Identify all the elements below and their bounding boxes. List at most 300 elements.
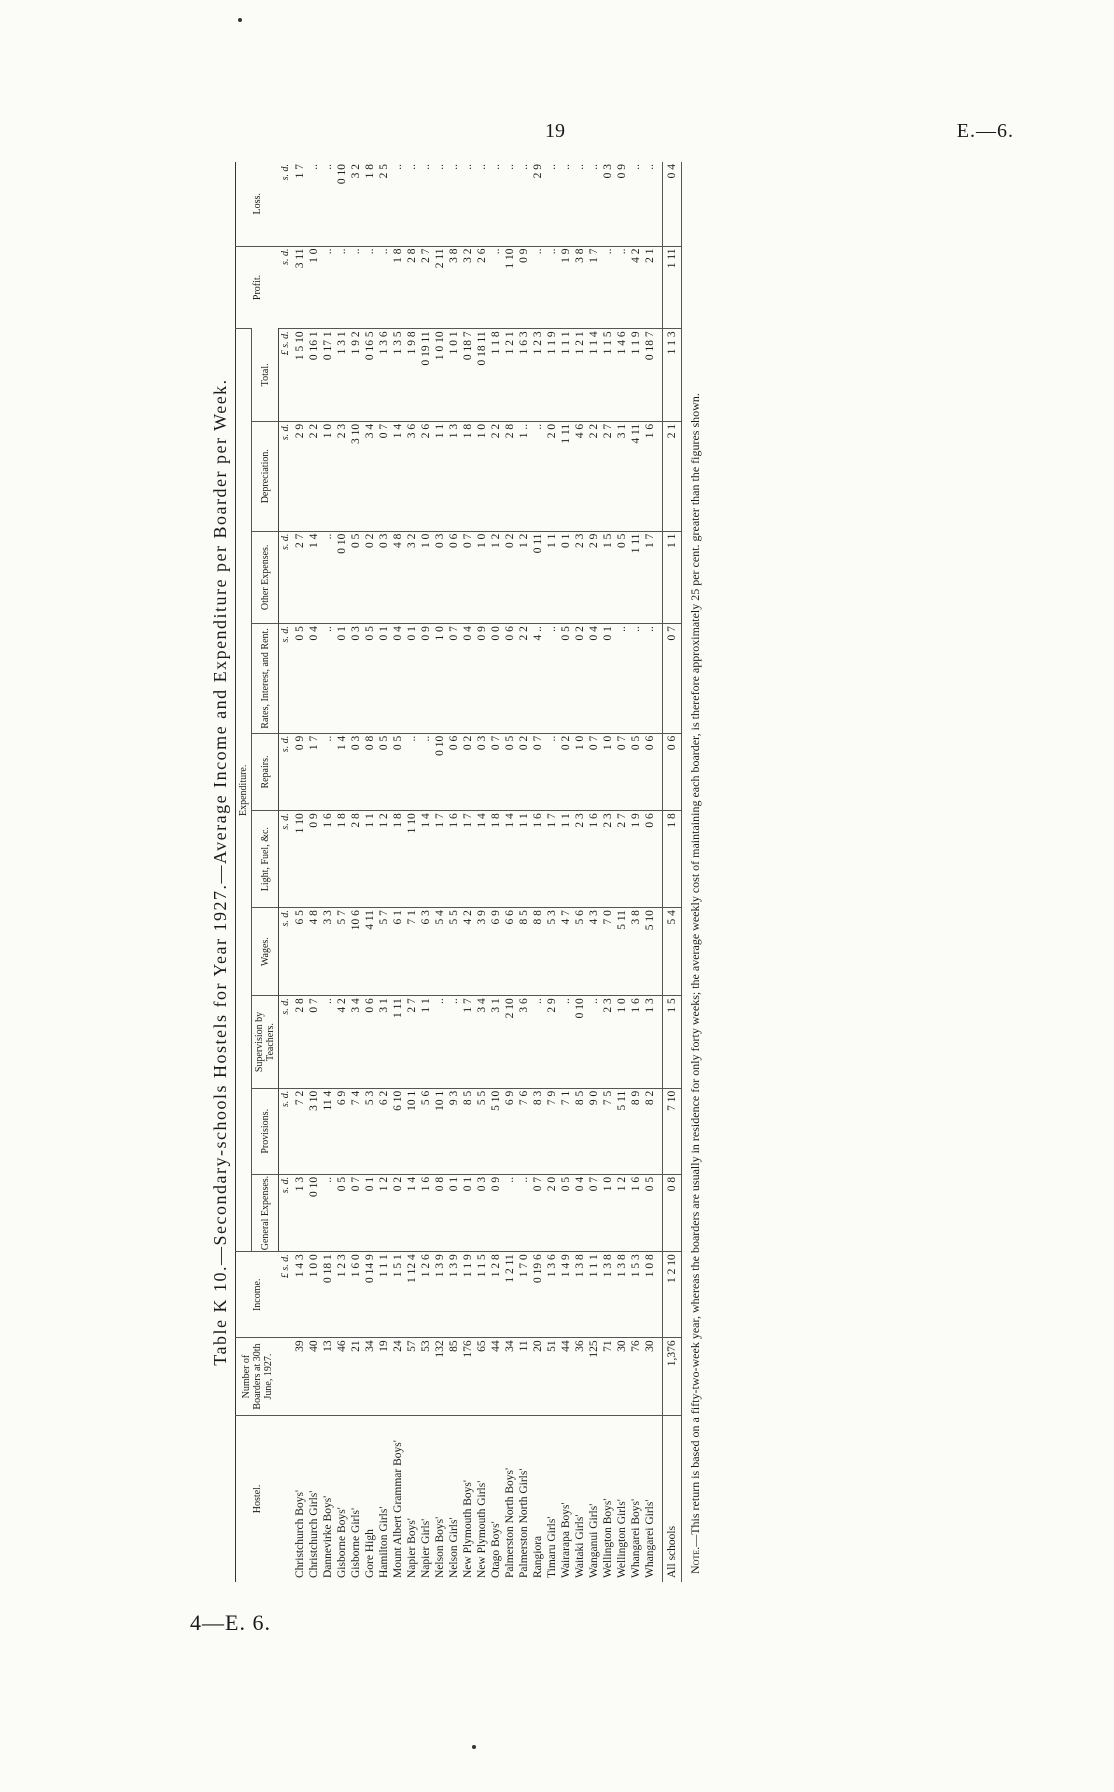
value-cell: 0 5 xyxy=(615,531,629,624)
value-cell: 0 1 xyxy=(447,1174,461,1251)
value-cell: 4 8 xyxy=(307,908,321,996)
value-cell: 1 6 xyxy=(629,996,643,1089)
value-cell: 0 7 xyxy=(307,996,321,1089)
table-row xyxy=(643,162,657,1582)
value-cell: 2 7 xyxy=(615,811,629,908)
value-cell: 1 3 9 xyxy=(433,1252,447,1338)
hostel-name-cell: Wellington Girls' xyxy=(615,1415,629,1582)
value-cell: 1 5 xyxy=(663,996,682,1089)
hostel-name-cell: Timaru Girls' xyxy=(545,1415,559,1582)
value-cell: 3 1 xyxy=(615,421,629,531)
value-cell: 57 xyxy=(405,1338,419,1415)
table-row xyxy=(517,162,531,1582)
value-cell: 0 18 11 xyxy=(475,329,489,422)
value-cell: 0 2 xyxy=(573,624,587,734)
value-cell: 1 8 xyxy=(663,811,682,908)
value-cell: 6 3 xyxy=(419,908,433,996)
value-cell: 0 7 xyxy=(587,1174,601,1251)
value-cell: 0 3 xyxy=(377,531,391,624)
value-cell: 1 7 xyxy=(307,733,321,810)
value-cell: .. xyxy=(321,996,335,1089)
value-cell: 2 5 xyxy=(378,164,390,179)
value-cell: 0 7 xyxy=(461,531,475,624)
value-cell: .. xyxy=(434,164,446,170)
value-cell: .. xyxy=(644,164,656,170)
value-cell: 1 0 xyxy=(615,996,629,1089)
value-cell: .. xyxy=(531,996,545,1089)
value-cell: .. xyxy=(587,996,601,1089)
value-cell: 9 3 xyxy=(447,1088,461,1174)
value-cell: 125 xyxy=(587,1338,601,1415)
value-cell: 1 2 3 xyxy=(531,329,545,422)
value-cell: .. xyxy=(531,246,545,329)
hostel-name-cell: Mount Albert Grammar Boys' xyxy=(391,1415,405,1582)
value-cell: .. xyxy=(546,164,558,170)
value-cell: 2 1 xyxy=(643,246,657,329)
value-cell: .. xyxy=(559,996,573,1089)
value-cell: 0 6 xyxy=(503,624,517,734)
value-cell: 1 3 9 xyxy=(447,1252,461,1338)
value-cell: 5 4 xyxy=(663,908,682,996)
value-cell: 3 2 xyxy=(461,246,475,329)
table-row xyxy=(559,162,573,1582)
value-cell: 2 8 xyxy=(503,421,517,531)
value-cell: 5 11 xyxy=(615,908,629,996)
value-cell: 1 2 xyxy=(615,1174,629,1251)
header-repairs: Repairs. xyxy=(252,733,279,810)
value-cell: 3 10 xyxy=(349,421,363,531)
value-cell: 4 11 xyxy=(629,421,643,531)
value-cell: 2 9 xyxy=(587,531,601,624)
value-cell: 0 5 xyxy=(503,733,517,810)
value-cell: 4 2 xyxy=(629,246,643,329)
value-cell: 2 9 xyxy=(293,421,307,531)
value-cell: 3 6 xyxy=(517,996,531,1089)
value-cell: 1 11 xyxy=(391,996,405,1089)
value-cell: .. xyxy=(629,624,643,734)
value-cell: 0 9 xyxy=(489,1174,503,1251)
value-cell: 0 7 xyxy=(531,1174,545,1251)
value-cell: .. xyxy=(545,624,559,734)
value-cell: 1 1 xyxy=(419,996,433,1089)
value-cell: 0 1 xyxy=(461,1174,475,1251)
header-boarders: Number of Boarders at 30th June, 1927. xyxy=(236,1338,279,1415)
value-cell: s. d. xyxy=(279,421,294,531)
value-cell: 0 5 xyxy=(391,733,405,810)
value-cell: 0 8 xyxy=(663,1174,682,1251)
hostel-name-cell: Palmerston North Girls' xyxy=(517,1415,531,1582)
value-cell: 0 1 xyxy=(335,624,349,734)
value-cell: 1 0 xyxy=(433,624,447,734)
value-cell: 71 xyxy=(601,1338,615,1415)
value-cell: 8 8 xyxy=(531,908,545,996)
value-cell: 7 5 xyxy=(601,1088,615,1174)
value-cell: 6 9 xyxy=(503,1088,517,1174)
value-cell: s. d. xyxy=(279,733,294,810)
hostel-name-cell: Whangarei Girls' xyxy=(643,1415,657,1582)
value-cell: 2 7 xyxy=(419,246,433,329)
value-cell: 0 8 xyxy=(433,1174,447,1251)
note-lead: Note. xyxy=(688,1546,702,1574)
value-cell: 20 xyxy=(531,1338,545,1415)
value-cell: 8 5 xyxy=(461,1088,475,1174)
value-cell: 2 0 xyxy=(545,1174,559,1251)
value-cell: 5 10 xyxy=(643,908,657,996)
value-cell: 65 xyxy=(475,1338,489,1415)
value-cell: 2 2 xyxy=(517,624,531,734)
value-cell: 1 0 0 xyxy=(307,1252,321,1338)
value-cell: .. xyxy=(308,164,320,170)
value-cell: 2 10 xyxy=(503,996,517,1089)
header-loss: Loss. xyxy=(236,162,279,246)
value-cell: 1 7 xyxy=(461,811,475,908)
value-cell: 1 1 9 xyxy=(629,329,643,422)
value-cell: 4 8 xyxy=(391,531,405,624)
value-cell: .. xyxy=(420,164,432,170)
table-row xyxy=(587,162,601,1582)
value-cell: 0 17 1 xyxy=(321,329,335,422)
value-cell: 30 xyxy=(643,1338,657,1415)
value-cell: .. xyxy=(405,733,419,810)
table-row xyxy=(503,162,517,1582)
value-cell: 3 9 xyxy=(475,908,489,996)
value-cell: 1 1 5 xyxy=(601,329,615,422)
value-cell: 0 6 xyxy=(643,733,657,810)
value-cell: 4 2 xyxy=(461,908,475,996)
value-cell: 2 11 xyxy=(433,246,447,329)
value-cell: 0 10 xyxy=(335,531,349,624)
value-cell: 53 xyxy=(419,1338,433,1415)
value-cell: 0 5 xyxy=(559,624,573,734)
value-cell: 8 2 xyxy=(643,1088,657,1174)
value-cell: 3 4 xyxy=(475,996,489,1089)
value-cell: 0 0 xyxy=(489,624,503,734)
value-cell: 1 3 6 xyxy=(545,1252,559,1338)
value-cell: 0 1 xyxy=(363,1174,377,1251)
value-cell: 0 10 xyxy=(573,996,587,1089)
value-cell: 1 2 3 xyxy=(335,1252,349,1338)
value-cell: 44 xyxy=(489,1338,503,1415)
page-number: 19 xyxy=(545,120,565,142)
value-cell: .. xyxy=(560,164,572,170)
value-cell: £ s. d. xyxy=(279,1252,294,1338)
header-supervision: Supervision by Teachers. xyxy=(252,996,279,1089)
value-cell: 1 1 4 xyxy=(587,329,601,422)
value-cell: 0 1 xyxy=(559,531,573,624)
value-cell: 5 4 xyxy=(433,908,447,996)
value-cell: .. xyxy=(531,421,545,531)
value-cell: 1 1 xyxy=(545,531,559,624)
value-cell: 1 2 6 xyxy=(419,1252,433,1338)
value-cell: 0 5 xyxy=(629,733,643,810)
value-cell: .. xyxy=(433,996,447,1089)
value-cell: 1 2 xyxy=(517,531,531,624)
value-cell: s. d. xyxy=(279,996,294,1089)
value-cell: 6 9 xyxy=(335,1088,349,1174)
value-cell: .. xyxy=(419,733,433,810)
stray-mark xyxy=(238,18,242,22)
hostel-name-cell: Christchurch Girls' xyxy=(307,1415,321,1582)
value-cell: 1 6 xyxy=(447,811,461,908)
value-cell: 46 xyxy=(335,1338,349,1415)
table-row xyxy=(405,162,419,1582)
hostel-name-cell: Rangiora xyxy=(531,1415,545,1582)
table-body xyxy=(279,162,682,1582)
value-cell: 1 6 xyxy=(643,421,657,531)
value-cell: 1 6 3 xyxy=(517,329,531,422)
header-expenditure: Expenditure. xyxy=(236,329,252,1252)
value-cell: 1 1 5 xyxy=(475,1252,489,1338)
value-cell: 7 4 xyxy=(349,1088,363,1174)
value-cell: 1 3 8 xyxy=(573,1252,587,1338)
value-cell: 4 7 xyxy=(559,908,573,996)
value-cell: .. xyxy=(545,246,559,329)
value-cell: 1 0 xyxy=(321,421,335,531)
value-cell: s. d. xyxy=(279,1088,294,1174)
value-cell: 1 4 6 xyxy=(615,329,629,422)
value-cell: 0 14 9 xyxy=(363,1252,377,1338)
value-cell: 1 1 9 xyxy=(545,329,559,422)
units-row xyxy=(279,162,294,1582)
hostel-name-cell: Wairarapa Boys' xyxy=(559,1415,573,1582)
value-cell: 1 4 xyxy=(335,733,349,810)
value-cell: 0 5 xyxy=(559,1174,573,1251)
value-cell: 44 xyxy=(559,1338,573,1415)
value-cell: 176 xyxy=(461,1338,475,1415)
value-cell: 1 .. xyxy=(517,421,531,531)
table-row xyxy=(349,162,363,1582)
value-cell: 0 4 xyxy=(587,624,601,734)
header-total: Total. xyxy=(252,329,279,422)
value-cell: 1 6 0 xyxy=(349,1252,363,1338)
value-cell: 1 4 xyxy=(419,811,433,908)
value-cell: 2 7 xyxy=(293,531,307,624)
hostel-name-cell: Wellington Boys' xyxy=(601,1415,615,1582)
header-light: Light, Fuel, &c. xyxy=(252,811,279,908)
value-cell: 0 6 xyxy=(447,733,461,810)
value-cell: 1 10 xyxy=(293,811,307,908)
value-cell: 11 xyxy=(517,1338,531,1415)
header-profit: Profit. xyxy=(236,246,279,329)
value-cell: 0 4 xyxy=(663,162,682,246)
value-cell: 8 5 xyxy=(517,908,531,996)
table-row xyxy=(307,162,321,1582)
value-cell: 0 3 xyxy=(349,733,363,810)
value-cell: 0 1 xyxy=(405,624,419,734)
value-cell: 1 8 xyxy=(391,246,405,329)
value-cell: 0 7 xyxy=(663,624,682,734)
header-rates: Rates, Interest, and Rent. xyxy=(252,624,279,734)
table-row xyxy=(447,162,461,1582)
value-cell: 6 6 xyxy=(503,908,517,996)
hostel-name-cell: Otago Boys' xyxy=(489,1415,503,1582)
value-cell: 2 3 xyxy=(601,811,615,908)
value-cell: 1 4 xyxy=(405,1174,419,1251)
value-cell: 6 10 xyxy=(391,1088,405,1174)
value-cell: 1 2 1 xyxy=(573,329,587,422)
value-cell: 2 9 xyxy=(532,164,544,179)
value-cell: .. xyxy=(643,624,657,734)
value-cell: 0 10 xyxy=(307,1174,321,1251)
value-cell: .. xyxy=(406,164,418,170)
value-cell: 30 xyxy=(615,1338,629,1415)
value-cell: 9 0 xyxy=(587,1088,601,1174)
value-cell: 2 1 xyxy=(663,421,682,531)
value-cell: 1 6 xyxy=(587,811,601,908)
hostel-name-cell: Palmerston North Boys' xyxy=(503,1415,517,1582)
hostel-name-cell: New Plymouth Girls' xyxy=(475,1415,489,1582)
value-cell: .. xyxy=(503,1174,517,1251)
value-cell: 0 19 11 xyxy=(419,329,433,422)
value-cell: .. xyxy=(321,733,335,810)
value-cell: 0 3 xyxy=(475,733,489,810)
value-cell: 3 8 xyxy=(573,246,587,329)
value-cell: 2 3 xyxy=(335,421,349,531)
value-cell: 0 6 xyxy=(363,996,377,1089)
value-cell: 7 6 xyxy=(517,1088,531,1174)
hostel-table xyxy=(235,162,682,1582)
value-cell: .. xyxy=(504,164,516,170)
value-cell: .. xyxy=(335,246,349,329)
value-cell: 1 7 xyxy=(294,164,306,179)
value-cell: 6 5 xyxy=(293,908,307,996)
value-cell: .. xyxy=(377,246,391,329)
value-cell: 1 5 3 xyxy=(629,1252,643,1338)
value-cell: 7 0 xyxy=(601,908,615,996)
value-cell: 21 xyxy=(349,1338,363,1415)
value-cell: 1 0 xyxy=(601,733,615,810)
value-cell: 2 2 xyxy=(307,421,321,531)
value-cell: 1 4 9 xyxy=(559,1252,573,1338)
value-cell: .. xyxy=(322,164,334,170)
value-cell: 132 xyxy=(433,1338,447,1415)
value-cell: 3 3 xyxy=(321,908,335,996)
value-cell: 5 7 xyxy=(377,908,391,996)
hostel-name-cell: Wanganui Girls' xyxy=(587,1415,601,1582)
value-cell: .. xyxy=(349,246,363,329)
value-cell: 8 9 xyxy=(629,1088,643,1174)
value-cell: 7 1 xyxy=(559,1088,573,1174)
value-cell: 1 3 8 xyxy=(601,1252,615,1338)
value-cell: 51 xyxy=(545,1338,559,1415)
value-cell: 1 8 xyxy=(489,811,503,908)
value-cell: 1 1 8 xyxy=(489,329,503,422)
value-cell: 1 2 xyxy=(489,531,503,624)
value-cell: .. xyxy=(392,164,404,170)
value-cell: 1 12 4 xyxy=(405,1252,419,1338)
value-cell: 1 6 xyxy=(629,1174,643,1251)
value-cell: 0 7 xyxy=(615,733,629,810)
table-row xyxy=(321,162,335,1582)
value-cell: 1 1 1 xyxy=(377,1252,391,1338)
value-cell: 3 4 xyxy=(363,421,377,531)
value-cell: 36 xyxy=(573,1338,587,1415)
value-cell: 3 11 xyxy=(293,246,307,329)
value-cell: 1 5 xyxy=(601,531,615,624)
value-cell: .. xyxy=(363,246,377,329)
value-cell: 1 1 xyxy=(433,421,447,531)
value-cell: 4 3 xyxy=(587,908,601,996)
value-cell: .. xyxy=(321,624,335,734)
value-cell: 0 2 xyxy=(503,531,517,624)
hostel-name-cell: Whangarei Boys' xyxy=(629,1415,643,1582)
value-cell: 7 2 xyxy=(293,1088,307,1174)
hostel-name-cell: Nelson Girls' xyxy=(447,1415,461,1582)
value-cell: 1 3 6 xyxy=(377,329,391,422)
value-cell: 7 9 xyxy=(545,1088,559,1174)
value-cell: .. xyxy=(476,164,488,170)
value-cell: s. d. xyxy=(279,624,294,734)
value-cell: .. xyxy=(490,164,502,170)
value-cell: 1 2 10 xyxy=(663,1252,682,1338)
value-cell: 1 7 xyxy=(643,531,657,624)
value-cell: 0 9 xyxy=(293,733,307,810)
value-cell: 1 0 10 xyxy=(433,329,447,422)
value-cell: 1 3 xyxy=(293,1174,307,1251)
value-cell: 0 5 xyxy=(377,733,391,810)
value-cell: 0 9 xyxy=(307,811,321,908)
value-cell: 1 11 xyxy=(629,531,643,624)
value-cell: 3 4 xyxy=(349,996,363,1089)
total-row xyxy=(663,162,682,1582)
hostel-name-cell: All schools xyxy=(663,1415,682,1582)
value-cell: 0 2 xyxy=(461,733,475,810)
value-cell: 0 10 xyxy=(336,164,348,185)
value-cell: 3 2 xyxy=(405,531,419,624)
hostel-name-cell: Hamilton Girls' xyxy=(377,1415,391,1582)
value-cell: 3 1 xyxy=(489,996,503,1089)
value-cell: 1 3 8 xyxy=(615,1252,629,1338)
value-cell: 1 1 xyxy=(663,531,682,624)
hostel-name-cell: Napier Boys' xyxy=(405,1415,419,1582)
footer-code: 4—E. 6. xyxy=(190,1610,271,1635)
value-cell: 0 19 6 xyxy=(531,1252,545,1338)
value-cell: 0 3 xyxy=(349,624,363,734)
value-cell: 0 9 xyxy=(475,624,489,734)
value-cell: 19 xyxy=(377,1338,391,1415)
value-cell: 5 5 xyxy=(447,908,461,996)
value-cell: s. d. xyxy=(279,908,294,996)
value-cell: 0 1 xyxy=(377,624,391,734)
value-cell: 1 1 xyxy=(517,811,531,908)
table-row xyxy=(531,162,545,1582)
value-cell: .. xyxy=(321,531,335,624)
value-cell: 1 3 5 xyxy=(391,329,405,422)
note-text: —This return is based on a fifty-two-week year, whereas the boarders are usually in residence for only forty weeks; the average weekly cost of maintaining each boarder, is therefore approximately 25 per cent. greater than the figures shown. xyxy=(688,393,702,1547)
value-cell: 2 7 xyxy=(405,996,419,1089)
table-row xyxy=(615,162,629,1582)
table-row xyxy=(629,162,643,1582)
table-row xyxy=(335,162,349,1582)
value-cell: 1 11 xyxy=(663,246,682,329)
value-cell: 10 6 xyxy=(349,908,363,996)
value-cell: 0 7 xyxy=(531,733,545,810)
value-cell: 34 xyxy=(363,1338,377,1415)
header-hostel: Hostel. xyxy=(236,1415,279,1582)
value-cell: 1 0 xyxy=(307,246,321,329)
value-cell: 1 9 xyxy=(629,811,643,908)
value-cell: 5 6 xyxy=(573,908,587,996)
value-cell: 5 5 xyxy=(475,1088,489,1174)
value-cell: 1 8 xyxy=(364,164,376,179)
table-row xyxy=(433,162,447,1582)
value-cell: 8 5 xyxy=(573,1088,587,1174)
value-cell: .. xyxy=(321,246,335,329)
value-cell: 0 2 xyxy=(517,733,531,810)
table-row xyxy=(419,162,433,1582)
table-title: Table K 10.—Secondary-schools Hostels for Year 1927.—Average Income and Expenditure per Boarder per Week. xyxy=(210,378,230,1366)
value-cell: 76 xyxy=(629,1338,643,1415)
